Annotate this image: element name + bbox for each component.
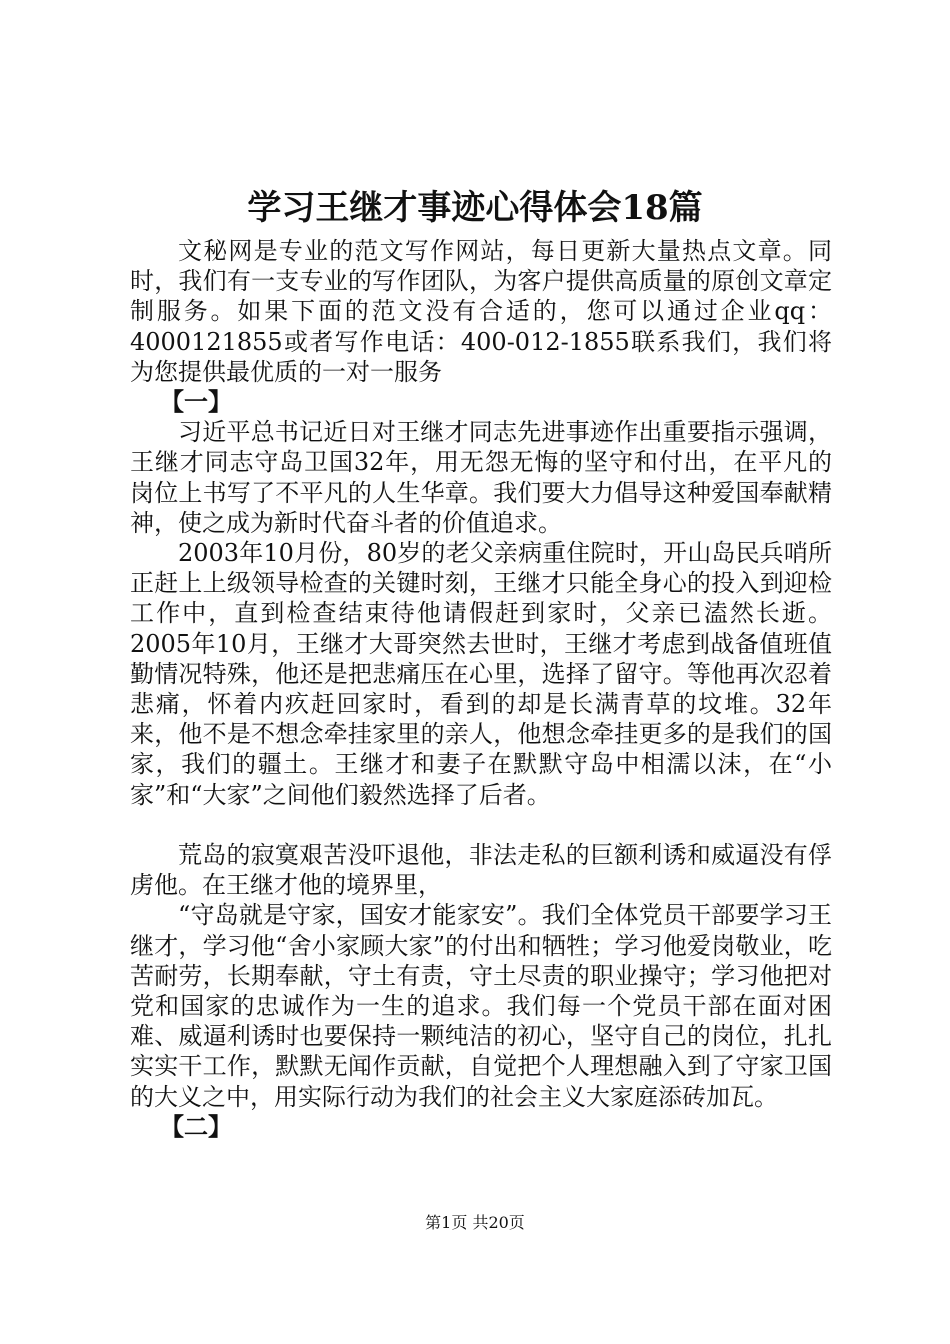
intro-paragraph: 文秘网是专业的范文写作网站，每日更新大量热点文章。同时，我们有一支专业的写作团队，为客户提供高质量的原创文章定制服务。如果下面的范文没有合适的，您可以通过企业qq：4000121855或者写作电话：400-012-1855联系我们，我们将为您提供最优质的一对一服务 — [130, 237, 832, 386]
body-paragraph: 荒岛的寂寞艰苦没吓退他，非法走私的巨额利诱和威逼没有俘虏他。在王继才他的境界里， — [130, 841, 832, 900]
section-heading-one: 【一】 — [160, 387, 232, 417]
section-heading-two: 【二】 — [160, 1111, 232, 1141]
body-paragraph: 习近平总书记近日对王继才同志先进事迹作出重要指示强调，王继才同志守岛卫国32年，用无怨无悔的坚守和付出，在平凡的岗位上书写了不平凡的人生华章。我们要大力倡导这种爱国奉献精神，使之成为新时代奋斗者的价值追求。 — [130, 418, 832, 537]
document-body — [130, 236, 832, 1142]
page-footer: 第1页 共20页 — [425, 1213, 525, 1232]
body-paragraph: “守岛就是守家，国安才能家安”。我们全体党员干部要学习王继才，学习他“舍小家顾大家”的付出和牺牲；学习他爱岗敬业，吃苦耐劳，长期奉献，守土有责，守土尽责的职业操守；学习他把对党和国家的忠诚作为一生的追求。我们每一个党员干部在面对困难、威逼利诱时也要保持一颗纯洁的初心，坚守自己的岗位，扎扎实实干工作，默默无闻作贡献，自觉把个人理想融入到了守家卫国的大义之中，用实际行动为我们的社会主义大家庭添砖加瓦。 — [130, 901, 832, 1111]
document-title: 学习王继才事迹心得体会18篇 — [247, 188, 703, 228]
paragraph-gap — [130, 810, 832, 840]
body-paragraph: 2003年10月份，80岁的老父亲病重住院时，开山岛民兵哨所正赶上上级领导检查的关键时刻，王继才只能全身心的投入到迎检工作中，直到检查结束待他请假赶到家时，父亲已溘然长逝。2005年10月，王继才大哥突然去世时，王继才考虑到战备值班值勤情况特殊，他还是把悲痛压在心里，选择了留守。等他再次忍着悲痛，怀着内疚赶回家时，看到的却是长满青草的坟堆。32年来，他不是不想念牵挂家里的亲人，他想念牵挂更多的是我们的国家，我们的疆土。王继才和妻子在默默守岛中相濡以沫，在“小家”和“大家”之间他们毅然选择了后者。 — [130, 539, 832, 809]
